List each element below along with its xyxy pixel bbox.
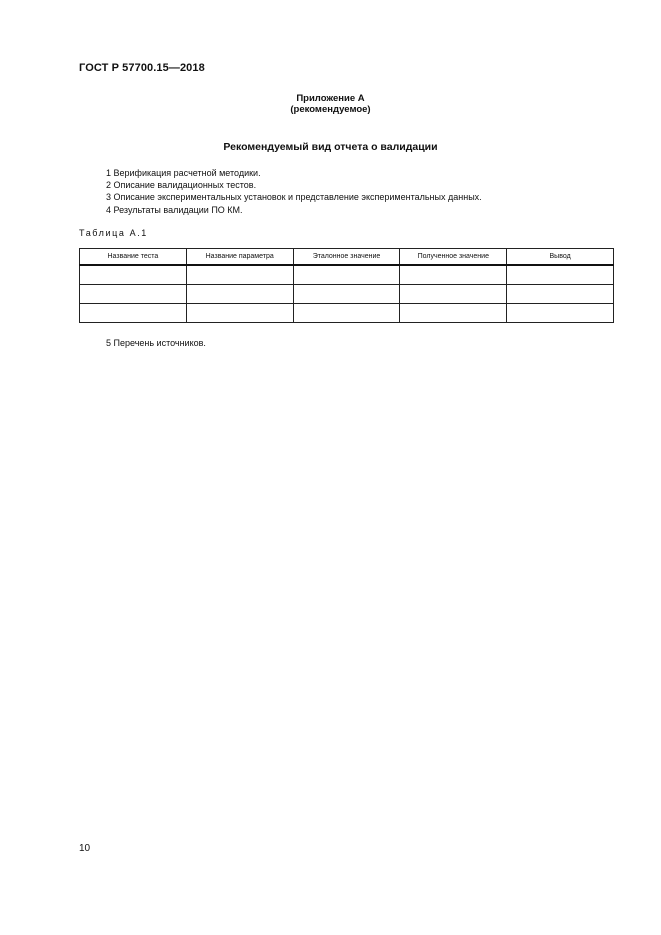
table-header-row	[80, 249, 614, 266]
table-cell	[400, 304, 507, 323]
validation-report-table	[79, 248, 614, 323]
table-cell	[80, 285, 187, 304]
list-item: 4 Результаты валидации ПО КМ.	[106, 204, 243, 215]
annex-title: Приложение А	[296, 93, 365, 104]
column-header-reference-value: Эталонное значение	[293, 249, 400, 266]
table-cell	[507, 304, 614, 323]
list-item: 3 Описание экспериментальных установок и представление экспериментальных данных.	[106, 192, 482, 203]
document-code: ГОСТ Р 57700.15—2018	[79, 62, 205, 74]
table-cell	[400, 265, 507, 285]
table-cell	[186, 265, 293, 285]
table-cell	[186, 285, 293, 304]
report-contents-list	[106, 167, 482, 216]
table-cell	[507, 285, 614, 304]
table-cell	[80, 265, 187, 285]
table-cell	[400, 285, 507, 304]
section-title: Рекомендуемый вид отчета о валидации	[223, 141, 438, 153]
list-item: 2 Описание валидационных тестов.	[106, 180, 257, 191]
list-item: 1 Верификация расчетной методики.	[106, 168, 261, 178]
column-header-parameter-name: Название параметра	[186, 249, 293, 266]
table-row	[80, 304, 614, 323]
table-cell	[507, 265, 614, 285]
page-number: 10	[79, 843, 91, 854]
table-cell	[293, 285, 400, 304]
sources-item: 5 Перечень источников.	[106, 338, 206, 348]
column-header-conclusion: Вывод	[507, 249, 614, 266]
table-cell	[80, 304, 187, 323]
table-cell	[293, 265, 400, 285]
table-cell	[186, 304, 293, 323]
table-row	[80, 285, 614, 304]
column-header-obtained-value: Полученное значение	[400, 249, 507, 266]
column-header-test-name: Название теста	[80, 249, 187, 266]
table-caption: Таблица А.1	[79, 228, 148, 238]
table-row	[80, 265, 614, 285]
table-cell	[293, 304, 400, 323]
annex-kind: (рекомендуемое)	[290, 104, 371, 115]
